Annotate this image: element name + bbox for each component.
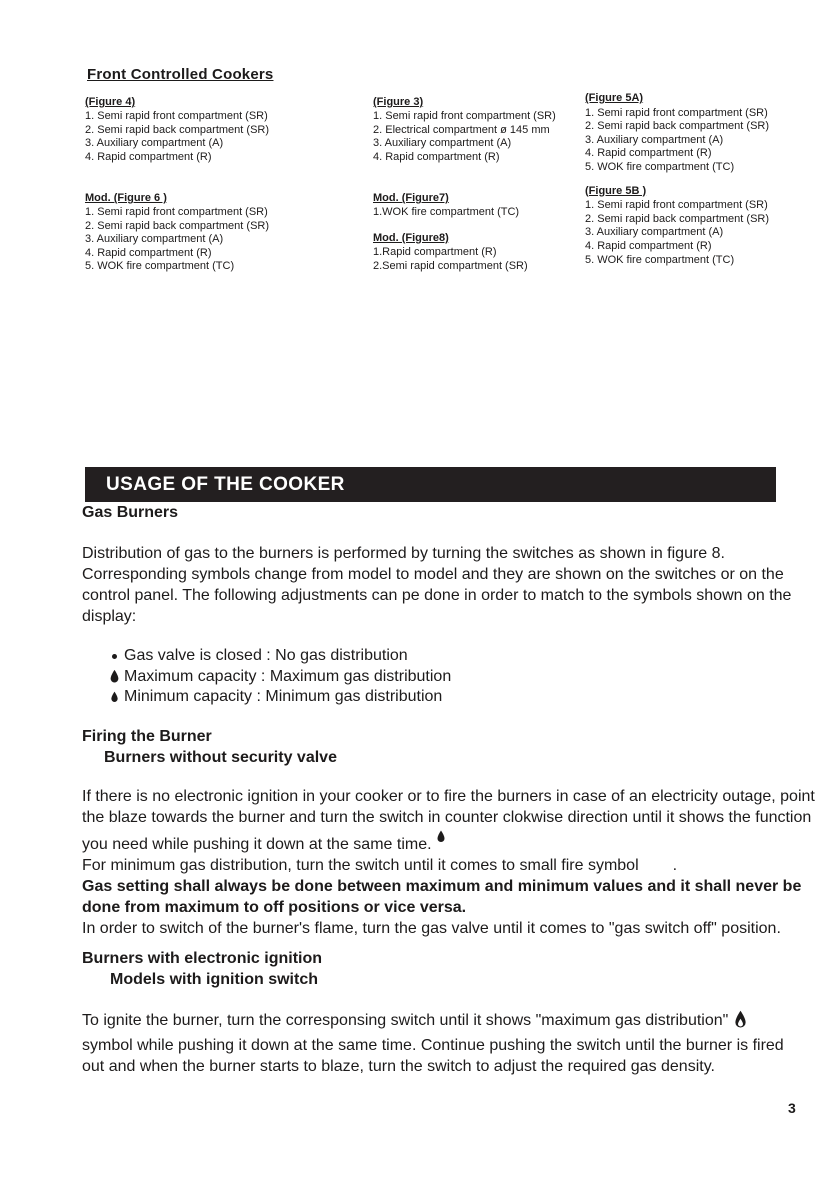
figure-item: 3. Auxiliary compartment (A) — [585, 226, 724, 239]
figure-item: 2. Electrical compartment ø 145 mm — [373, 123, 550, 136]
bullet-text: Minimum capacity : Minimum gas distribution — [124, 688, 443, 705]
firing-paragraph — [82, 786, 824, 939]
figure-item: 2. Semi rapid back compartment (SR) — [85, 219, 270, 232]
figure-block-heading: (Figure 3) — [373, 96, 424, 108]
figure-item-list — [585, 107, 815, 175]
burners-without-security-valve-heading: Burners without security valve — [104, 749, 337, 766]
figure-item-list — [85, 110, 370, 164]
ignite-text-1: To ignite the burner, turn the corresponsing switch until it shows "maximum gas distribution" — [82, 1012, 729, 1029]
gas-burners-heading: Gas Burners — [82, 504, 179, 521]
figure-block — [585, 185, 815, 268]
list-item — [104, 646, 451, 667]
figure-item: 3. Auxiliary compartment (A) — [373, 137, 512, 150]
figure-block — [585, 92, 815, 175]
gas-setting-warning: Gas setting shall always be done between maximum and minimum values and it shall never be done from maximum to off positions or vice versa. — [82, 878, 802, 916]
firing-the-burner-heading: Firing the Burner — [82, 728, 212, 745]
figure-item: 3. Auxiliary compartment (A) — [85, 137, 224, 150]
figure-block — [373, 192, 593, 220]
figure-block — [373, 232, 593, 273]
figure-item: 2.Semi rapid compartment (SR) — [373, 259, 528, 272]
figure-item: 4. Rapid compartment (R) — [85, 246, 212, 259]
figure-item: 2. Semi rapid back compartment (SR) — [85, 123, 270, 136]
figure-block-heading: (Figure 5B ) — [585, 184, 647, 197]
figure-item-list — [373, 110, 593, 164]
figure-block — [85, 96, 370, 164]
figure-column-1 — [85, 96, 370, 273]
figure-block-heading: Mod. (Figure8) — [373, 231, 449, 244]
figure-item: 4. Rapid compartment (R) — [585, 239, 712, 252]
figure-item-list — [373, 246, 593, 273]
flame-drop-icon — [104, 669, 124, 684]
figure-item: 2. Semi rapid back compartment (SR) — [585, 212, 770, 225]
figure-item-list — [585, 199, 815, 267]
figure-item: 1.WOK fire compartment (TC) — [373, 206, 520, 219]
firing-text-3: In order to switch of the burner's flame, turn the gas valve until it comes to "gas switch off" position. — [82, 920, 781, 937]
usage-banner — [85, 467, 776, 502]
flame-drop-icon — [436, 828, 446, 849]
flame-icon — [733, 1010, 748, 1035]
list-item — [104, 687, 451, 708]
figure-item: 1. Semi rapid front compartment (SR) — [373, 110, 556, 123]
figure-item: 4. Rapid compartment (R) — [373, 150, 500, 163]
bullet-text: Maximum capacity : Maximum gas distribution — [124, 667, 452, 685]
intro-paragraph: Distribution of gas to the burners is performed by turning the switches as shown in figure 8. Corresponding symbols change from model to model and they are shown on the switches or on the control panel. The following adjustments can pe done in order to match to the symbols shown on the display: — [82, 545, 792, 625]
figure-item: 4. Rapid compartment (R) — [85, 150, 212, 163]
figure-item: 3. Auxiliary compartment (A) — [85, 233, 224, 246]
dot-bullet-icon — [104, 654, 124, 659]
list-item — [104, 667, 451, 688]
figure-item: 3. Auxiliary compartment (A) — [585, 133, 724, 146]
figure-block-heading: Mod. (Figure7) — [373, 192, 449, 205]
flame-drop-small-icon — [104, 691, 124, 703]
gas-symbol-list — [104, 646, 451, 708]
figure-block-heading: (Figure 4) — [85, 96, 136, 108]
figure-column-2 — [373, 96, 593, 273]
electronic-ignition-heading: Burners with electronic ignition — [82, 950, 323, 967]
ignite-text-2: symbol while pushing it down at the same time. Continue pushing the switch until the burner is fired out and when the burner starts to blaze, turn the switch to adjust the required gas density. — [82, 1037, 784, 1075]
figure-item: 1.Rapid compartment (R) — [373, 246, 497, 259]
firing-text-2: For minimum gas distribution, turn the switch until it comes to small fire symbol — [82, 857, 639, 874]
figure-item: 5. WOK fire compartment (TC) — [585, 160, 735, 173]
bullet-text: Gas valve is closed : No gas distribution — [124, 647, 408, 664]
figure-column-3 — [585, 92, 815, 267]
figure-item-list — [85, 206, 370, 273]
figure-block-heading: Mod. (Figure 6 ) — [85, 192, 167, 205]
figure-item: 5. WOK fire compartment (TC) — [585, 253, 735, 266]
figure-item: 5. WOK fire compartment (TC) — [85, 260, 235, 273]
figure-item: 4. Rapid compartment (R) — [585, 147, 712, 160]
ignition-switch-heading: Models with ignition switch — [110, 971, 318, 988]
figure-item: 1. Semi rapid front compartment (SR) — [585, 106, 768, 119]
firing-text-2-period: . — [672, 857, 678, 874]
figure-item: 2. Semi rapid back compartment (SR) — [585, 120, 770, 133]
figure-block — [373, 96, 593, 164]
page-number: 3 — [788, 1100, 796, 1116]
firing-text-1: If there is no electronic ignition in your cooker or to fire the burners in case of an electricity outage, point the blaze towards the burner and turn the switch in counter clokwise direction until it shows the function you need while pushing it down at the same time. — [82, 788, 815, 853]
figures-section-title: Front Controlled Cookers — [87, 66, 274, 83]
figure-item: 1. Semi rapid front compartment (SR) — [585, 199, 768, 212]
ignite-paragraph — [82, 1010, 802, 1077]
figure-item: 1. Semi rapid front compartment (SR) — [85, 206, 268, 219]
figure-item: 1. Semi rapid front compartment (SR) — [85, 110, 268, 123]
usage-banner-title: USAGE OF THE COOKER — [106, 474, 345, 495]
figure-block — [85, 192, 370, 273]
figure-block-heading: (Figure 5A) — [585, 92, 644, 104]
figure-item-list — [373, 206, 593, 219]
